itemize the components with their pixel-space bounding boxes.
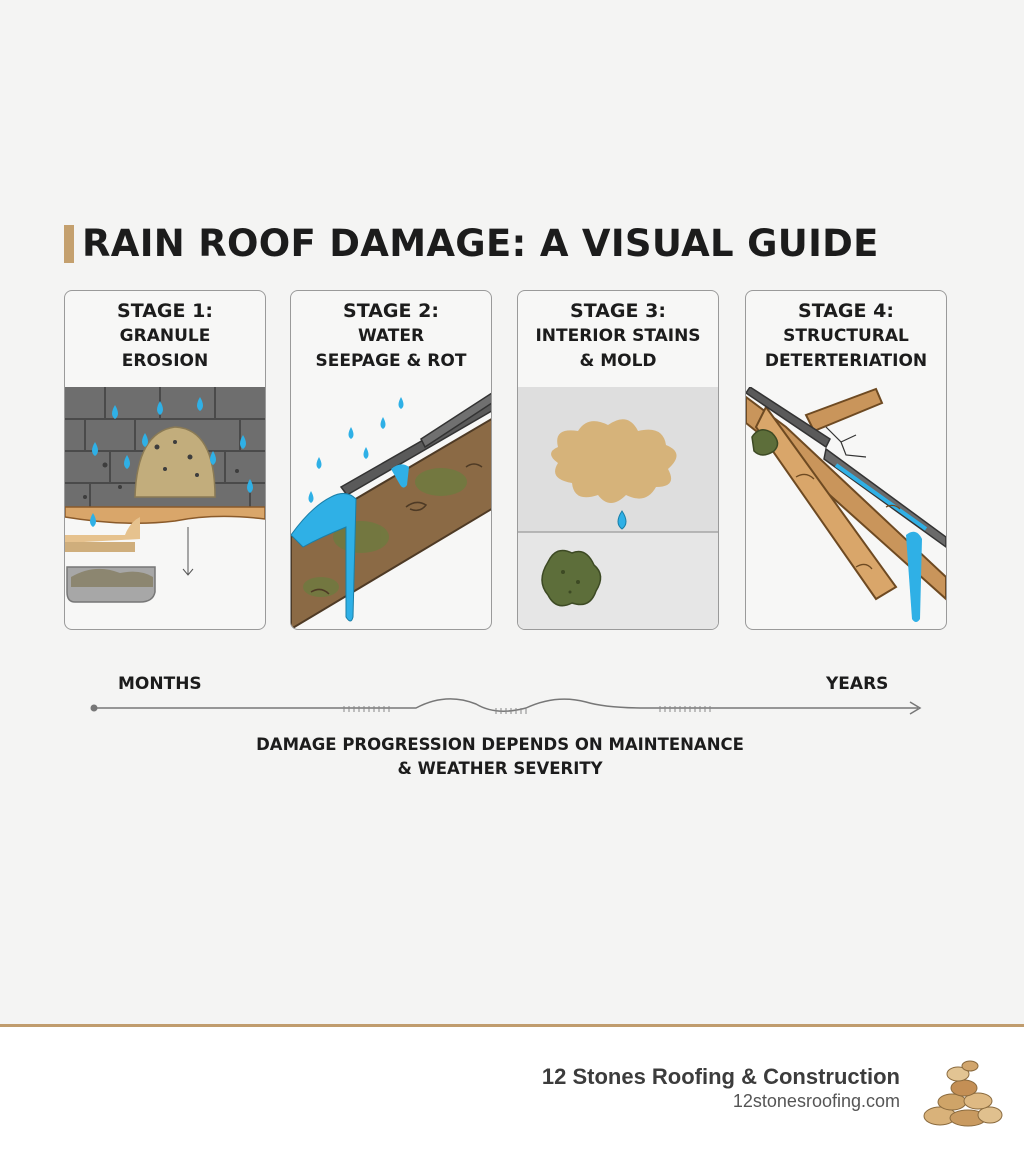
stage-3-description: INTERIOR STAINS & MOLD xyxy=(535,326,701,371)
stage-card-4 xyxy=(745,290,947,630)
stage-3-label: STAGE 3: xyxy=(570,300,666,322)
timeline-caption: DAMAGE PROGRESSION DEPENDS ON MAINTENANCE & WEATHER SEVERITY xyxy=(256,735,744,778)
water-seepage-illustration xyxy=(291,387,492,629)
company-name: 12 Stones Roofing & Construction xyxy=(541,1064,900,1089)
page-title: RAIN ROOF DAMAGE: A VISUAL GUIDE xyxy=(82,222,879,265)
stage-card-2 xyxy=(290,290,492,630)
title-block xyxy=(64,222,879,265)
stage-2-description: WATER SEEPAGE & ROT xyxy=(315,326,467,371)
stage-card-3 xyxy=(517,290,719,630)
company-website-link[interactable]: 12stonesroofing.com xyxy=(732,1091,900,1111)
title-accent-bar xyxy=(64,225,74,263)
timeline-start-label: MONTHS xyxy=(118,674,202,694)
stage-4-label: STAGE 4: xyxy=(798,300,894,322)
stage-1-label: STAGE 1: xyxy=(117,300,213,322)
structural-deterioration-illustration xyxy=(746,387,946,629)
stage-card-1 xyxy=(64,290,266,630)
timeline-end-label: YEARS xyxy=(826,674,889,694)
stage-4-description: STRUCTURAL DETERTERIATION xyxy=(764,326,928,371)
granule-erosion-illustration xyxy=(65,387,265,629)
stone-pile-logo-icon xyxy=(918,1058,1004,1128)
interior-stain-mold-illustration xyxy=(518,387,719,629)
stage-2-label: STAGE 2: xyxy=(343,300,439,322)
timeline-arrow xyxy=(86,690,926,724)
stage-1-description: GRANULE EROSION xyxy=(119,326,211,371)
brand-block xyxy=(542,1064,900,1112)
